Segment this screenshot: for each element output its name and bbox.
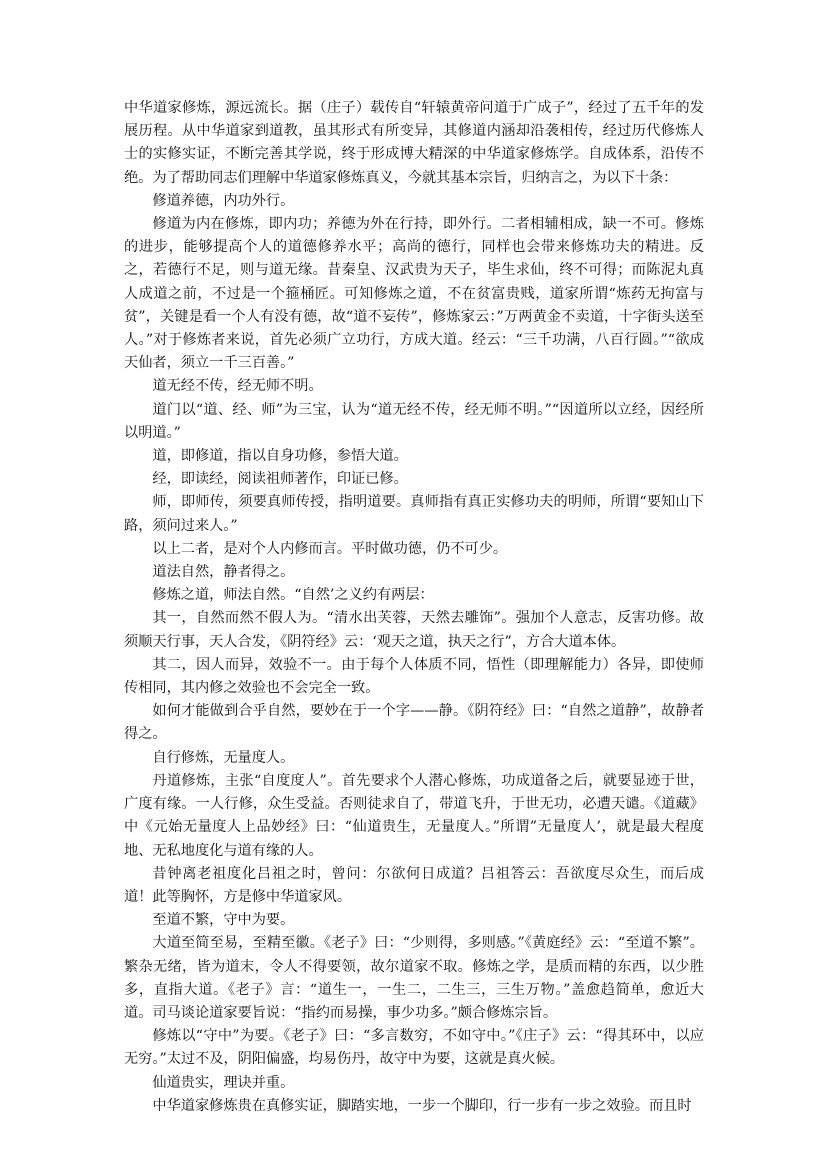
document-body: [124, 97, 704, 1118]
paragraph: 中华道家修炼，源远流长。据（庄子）载传自“轩辕黄帝问道于广成子”，经过了五千年的发展历程。从中华道家到道教，虽其形式有所变异，其修道内涵却沿袭相传，经过历代修炼人士的实修实证，不断完善其学说，终于形成博大精深的中华道家修炼学。自成体系，沿传不绝。为了帮助同志们理解中华道家修炼真义，今就其基本宗旨，归纳言之，为以下十条：: [124, 100, 704, 186]
section-heading: 道无经不传，经无师不明。: [152, 378, 323, 395]
paragraph: 其二，因人而异，效验不一。由于每个人体质不同，悟性（即理解能力）各异，即使师传相同，其内修之效验也不会完全一致。: [124, 656, 704, 697]
paragraph: 丹道修炼，主张“自度度人”。首先要求个人潜心修炼，功成道备之后，就要显迹于世，广度有缘。一人行修，众生受益。否则徒求自了，带道飞升，于世无功，必遭天谴。《道藏》中《元始无量度人上品妙经》曰：“仙道贵生，无量度人。”所谓”无量度人’，就是最大程度地、无私地度化与道有缘的人。: [124, 772, 704, 859]
paragraph: 修炼以“守中”为要。《老子》曰：“多言数穷，不如守中。”《庄子》云：“得其环中，以应无穷。”太过不及，阴阳偏盛，均易伤丹，故守中为要，这就是真火候。: [124, 1028, 704, 1068]
paragraph: 其一，自然而然不假人为。“清水出芙蓉，天然去雕饰”。强加个人意志，反害功修。故须顺天行事，天人合发，《阴符经》云：‘观天之道，执天之行”，方合大道本体。: [124, 610, 704, 650]
section-heading: 道法自然，静者得之。: [152, 564, 295, 581]
paragraph: 道门以“道、经、师”为三宝，认为“道无经不传，经无师不明。”“因道所以立经，因经所以明道。”: [124, 401, 704, 441]
section-heading: 仙道贵实，理诀并重。: [152, 1074, 295, 1091]
paragraph: 修炼之道，师法自然。“自然’之义约有两层：: [152, 587, 434, 604]
paragraph: 如何才能做到合乎自然，要妙在于一个字——静。《阴符经》曰：“自然之道静”，故静者得之。: [124, 703, 704, 743]
section-heading: 修道养德，内功外行。: [152, 192, 295, 209]
section-heading: 至道不繁，守中为要。: [152, 912, 295, 929]
paragraph: 中华道家修炼贵在真修实证，脚踏实地，一步一个脚印，行一步有一步之效验。而且时: [152, 1097, 692, 1114]
paragraph: 以上二者，是对个人内修而言。平时做功德，仍不可少。: [152, 540, 508, 557]
paragraph: 修道为内在修炼，即内功；养德为外在行持，即外行。二者相辅相成，缺一不可。修炼的进步，能够提高个人的道德修养水平；高尚的德行，同样也会带来修炼功夫的精进。反之，若德行不足，则与道无缘。昔秦皇、汉武贵为天子，毕生求仙，终不可得；而陈泥丸真人成道之前，不过是一个箍桶匠。可知修炼之道，不在贫富贵贱，道家所谓“炼药无拘富与贫”，关键是看一个人有没有德，故“道不妄传”，修炼家云：”万两黄金不卖道，十字街头送至人。”对于修炼者来说，首先必须广立功行，方成大道。经云：“三千功满，八百行圆。”“欲成天仙者，须立一千三百善。”: [124, 216, 704, 372]
section-heading: 自行修炼，无量度人。: [152, 749, 295, 766]
paragraph: 师，即师传，须要真师传授，指明道要。真师指有真正实修功夫的明师，所谓“要知山下路，须问过来人。”: [124, 494, 704, 534]
paragraph: 昔钟离老祖度化吕祖之时，曾问：尔欲何日成道？吕祖答云：吾欲度尽众生，而后成道！此等胸怀，方是修中华道家风。: [124, 865, 704, 905]
paragraph: 大道至简至易，至精至徽。《老子》曰：“少则得，多则感。”《黄庭经》云：“至道不繁”。繁杂无绪，皆为道末，令人不得要领，故尔道家不取。修炼之学，是质而精的东西，以少胜多，直指大道。《老子》言：“道生一，一生二，二生三，三生万物。”盖愈趋简单，愈近大道。司马谈论道家要旨说：“指约而易操，事少功多。”颇合修炼宗旨。: [124, 935, 704, 1021]
paragraph: 经，即读经，阅读祖师著作，印证已修。: [152, 471, 408, 488]
paragraph: 道，即修道，指以自身功修，参悟大道。: [152, 448, 408, 465]
